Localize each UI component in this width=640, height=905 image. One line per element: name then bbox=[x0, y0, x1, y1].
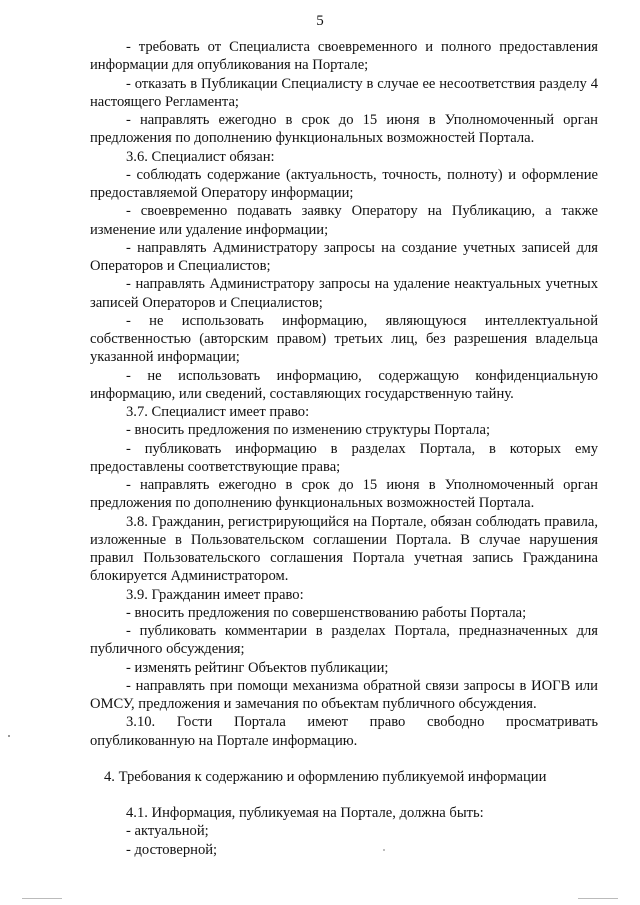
paragraph: - соблюдать содержание (актуальность, точность, полноту) и оформление предоставляемой Оператору информации; bbox=[90, 166, 598, 201]
paragraph: - направлять Администратору запросы на удаление неактуальных учетных записей Операторов и Специалистов; bbox=[90, 276, 598, 311]
list-item: - актуальной; bbox=[126, 823, 209, 840]
scan-edge-right bbox=[578, 898, 618, 899]
paragraph: - направлять Администратору запросы на создание учетных записей для Операторов и Специалистов; bbox=[90, 239, 598, 274]
paragraph: - не использовать информацию, являющуюся интеллектуальной собственностью (авторским правом) третьих лиц, без разрешения владельца указанной информации; bbox=[90, 312, 598, 366]
paragraph: 3.8. Гражданин, регистрирующийся на Портале, обязан соблюдать правила, изложенные в Пользовательском соглашении Портала. В случае нарушения правил Пользовательского соглашения Портала учетная запись Гражданина блокируется Администратором. bbox=[90, 513, 598, 585]
page-number: 5 bbox=[316, 13, 324, 29]
clause-heading: 3.6. Специалист обязан: bbox=[126, 148, 275, 165]
paragraph: - вносить предложения по совершенствованию работы Портала; bbox=[126, 604, 527, 621]
paragraph: 3.10. Гости Портала имеют право свободно просматривать опубликованную на Портале информацию. bbox=[90, 714, 598, 749]
paragraph: - не использовать информацию, содержащую конфиденциальную информацию, или сведений, составляющих государственную тайну. bbox=[90, 367, 598, 402]
paragraph: - публиковать комментарии в разделах Портала, предназначенных для публичного обсуждения; bbox=[90, 623, 598, 658]
paragraph: - публиковать информацию в разделах Портала, в которых ему предоставлены соответствующие права; bbox=[90, 440, 598, 475]
document-body bbox=[90, 38, 598, 859]
scan-mark bbox=[8, 735, 10, 737]
scan-edge-left bbox=[22, 898, 62, 899]
clause-heading: 4.1. Информация, публикуемая на Портале, должна быть: bbox=[126, 805, 484, 821]
clause-heading: 3.7. Специалист имеет право: bbox=[126, 404, 310, 420]
clause-heading: 3.9. Гражданин имеет право: bbox=[126, 586, 304, 603]
paragraph: - своевременно подавать заявку Оператору на Публикацию, а также изменение или удаление информации; bbox=[90, 203, 598, 238]
paragraph: - изменять рейтинг Объектов публикации; bbox=[126, 659, 389, 676]
section-heading: 4. Требования к содержанию и оформлению публикуемой информации bbox=[104, 768, 547, 785]
paragraph: - отказать в Публикации Специалисту в случае ее несоответствия разделу 4 настоящего Регламента; bbox=[90, 75, 598, 110]
paragraph: - направлять ежегодно в срок до 15 июня в Уполномоченный орган предложения по дополнению функциональных возможностей Портала. bbox=[90, 112, 598, 147]
paragraph: - направлять при помощи механизма обратной связи запросы в ИОГВ или ОМСУ, предложения и замечания по объектам публичного обсуждения. bbox=[90, 677, 598, 712]
paragraph: - вносить предложения по изменению структуры Портала; bbox=[126, 422, 490, 439]
paragraph: - требовать от Специалиста своевременного и полного предоставления информации для опубликования на Портале; bbox=[90, 39, 598, 74]
scan-speck bbox=[383, 849, 385, 851]
paragraph: - направлять ежегодно в срок до 15 июня в Уполномоченный орган предложения по дополнению функциональных возможностей Портала. bbox=[90, 477, 598, 512]
list-item: - достоверной; bbox=[126, 841, 218, 858]
